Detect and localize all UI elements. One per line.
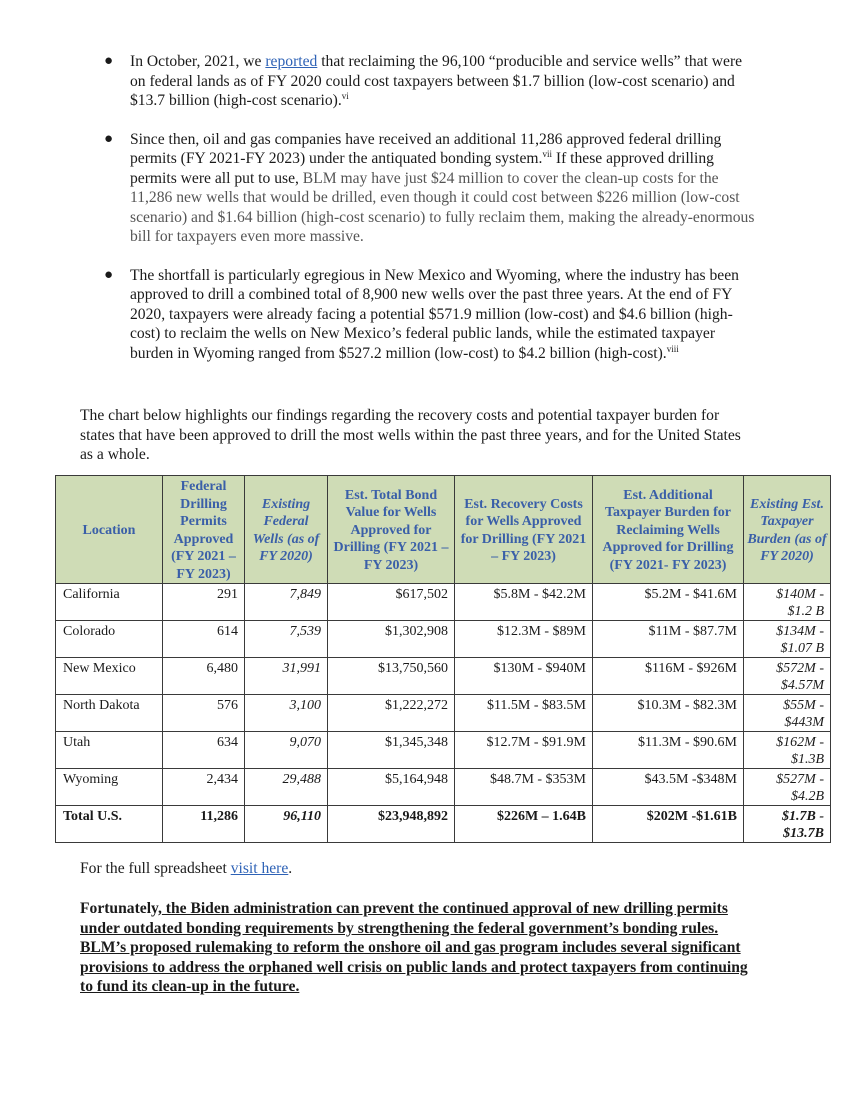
cell-bond-value: $1,302,908	[328, 621, 455, 658]
cell-bond-value: $617,502	[328, 584, 455, 621]
cell-location: California	[56, 584, 163, 621]
cell-additional-burden: $11M - $87.7M	[593, 621, 744, 658]
cell-additional-burden: $11.3M - $90.6M	[593, 732, 744, 769]
cell-permits: 6,480	[163, 658, 245, 695]
cell-existing-wells: 7,849	[245, 584, 328, 621]
cell-bond-value: $5,164,948	[328, 769, 455, 806]
cell-existing-wells: 29,488	[245, 769, 328, 806]
cell-recovery-costs: $130M - $940M	[455, 658, 593, 695]
cell-recovery-costs: $11.5M - $83.5M	[455, 695, 593, 732]
finding-text: The shortfall is particularly egregious in New Mexico and Wyoming, where the industry has been approved to drill a combined total of 8,900 new wells over the past three years. At the end of FY 2020, taxpayers were already facing a potential $571.9 million (low-cost) and $4.6 billion (high-cost) to reclaim the wells on New Mexico’s federal public lands, while the estimated taxpayer burden in Wyoming ranged from $527.2 million (low-cost) to $4.2 billion (high-cost).	[130, 266, 739, 362]
cell-location: North Dakota	[56, 695, 163, 732]
header-recovery-costs: Est. Recovery Costs for Wells Approved for Drilling (FY 2021 – FY 2023)	[455, 476, 593, 584]
spreadsheet-text: For the full spreadsheet	[80, 860, 231, 877]
cell-existing-wells: 3,100	[245, 695, 328, 732]
state-cost-table	[55, 475, 831, 843]
cell-bond-value: $1,222,272	[328, 695, 455, 732]
closing-underlined-text: the Biden administration can prevent the continued approval of new drilling permits under outdated bonding requirements by strengthening the federal government’s bonding rules. BLM’s proposed rulemaking to reform the onshore oil and gas program includes several significant provisions to address the orphaned well crisis on public lands and protect taxpayers from continuing to fund its clean-up in the future.	[80, 900, 748, 996]
chart-intro: The chart below highlights our findings regarding the recovery costs and potential taxpayer burden for states that have been approved to drill the most wells within the past three years, and for the United States as a whole.	[80, 407, 741, 463]
closing-lead: Fortunately,	[80, 900, 162, 917]
bullet-dot: ●	[104, 130, 114, 147]
cell-recovery-costs: $226M – 1.64B	[455, 806, 593, 843]
table-row	[56, 658, 831, 695]
header-permits: Federal Drilling Permits Approved (FY 2021 – FY 2023)	[163, 476, 245, 584]
cell-location: New Mexico	[56, 658, 163, 695]
table-header-row	[56, 476, 831, 584]
header-location: Location	[56, 476, 163, 584]
finding-text: If these approved drilling permits were all put to use,	[130, 150, 714, 187]
findings-list	[0, 52, 850, 382]
cell-existing-burden: $527M - $4.2B	[744, 769, 831, 806]
cell-permits: 634	[163, 732, 245, 769]
cell-permits: 614	[163, 621, 245, 658]
header-existing-burden: Existing Est. Taxpayer Burden (as of FY 2020)	[744, 476, 831, 584]
cell-recovery-costs: $12.7M - $91.9M	[455, 732, 593, 769]
reported-link[interactable]: reported	[265, 53, 318, 70]
spreadsheet-period: .	[288, 860, 293, 877]
header-bond-value: Est. Total Bond Value for Wells Approved for Drilling (FY 2021 – FY 2023)	[328, 476, 455, 584]
header-existing-wells: Existing Federal Wells (as of FY 2020)	[245, 476, 328, 584]
cell-additional-burden: $5.2M - $41.6M	[593, 584, 744, 621]
cell-location: Wyoming	[56, 769, 163, 806]
finding-text: Since then, oil and gas companies have received an additional 11,286 approved federal drilling permits (FY 2021-FY 2023) under the antiquated bonding system.	[130, 130, 722, 167]
cell-existing-burden: $1.7B - $13.7B	[744, 806, 831, 843]
cell-existing-burden: $572M - $4.57M	[744, 658, 831, 695]
cell-permits: 291	[163, 584, 245, 621]
table-row	[56, 584, 831, 621]
footnote-ref: viii	[666, 343, 679, 354]
cell-permits: 576	[163, 695, 245, 732]
finding-text: that reclaiming the 96,100 “producible and service wells” that were on federal lands as of FY 2020 could cost taxpayers between $1.7 billion (low-cost scenario) and $13.7 billion (high-cost scenario).	[130, 53, 743, 109]
footnote-ref: vii	[542, 148, 552, 159]
cell-recovery-costs: $48.7M - $353M	[455, 769, 593, 806]
cell-additional-burden: $116M - $926M	[593, 658, 744, 695]
finding-item-new-permits	[0, 130, 760, 247]
cell-bond-value: $23,948,892	[328, 806, 455, 843]
table-row	[56, 695, 831, 732]
cell-recovery-costs: $12.3M - $89M	[455, 621, 593, 658]
cell-additional-burden: $10.3M - $82.3M	[593, 695, 744, 732]
cell-additional-burden: $202M -$1.61B	[593, 806, 744, 843]
cell-location: Colorado	[56, 621, 163, 658]
bullet-dot: ●	[104, 53, 114, 69]
cell-location: Total U.S.	[56, 806, 163, 843]
bullet-dot: ●	[104, 266, 114, 283]
cell-location: Utah	[56, 732, 163, 769]
spreadsheet-link[interactable]: visit here	[230, 860, 289, 877]
cell-existing-burden: $134M - $1.07 B	[744, 621, 831, 658]
finding-text: In October, 2021, we	[130, 53, 266, 70]
cell-bond-value: $13,750,560	[328, 658, 455, 695]
finding-item-shortfall	[0, 266, 760, 364]
cell-existing-wells: 7,539	[245, 621, 328, 658]
finding-text-gray: BLM may have just $24 million to cover the clean-up costs for the 11,286 new wells that would be drilled, even though it could cost between $226 million (low-cost scenario) and $1.64 billion (high-cost scenario) to fully reclaim them, making the already-enormous bill for taxpayers even more massive.	[130, 169, 755, 245]
table-row	[56, 621, 831, 658]
cell-existing-wells: 31,991	[245, 658, 328, 695]
finding-item-reclaim-cost	[0, 52, 760, 111]
cell-existing-burden: $162M - $1.3B	[744, 732, 831, 769]
cell-bond-value: $1,345,348	[328, 732, 455, 769]
cell-recovery-costs: $5.8M - $42.2M	[455, 584, 593, 621]
cell-existing-burden: $140M - $1.2 B	[744, 584, 831, 621]
cell-permits: 2,434	[163, 769, 245, 806]
cell-existing-burden: $55M - $443M	[744, 695, 831, 732]
footnote-ref: vi	[341, 90, 349, 101]
table-row	[56, 769, 831, 806]
cell-existing-wells: 9,070	[245, 732, 328, 769]
closing-statement	[80, 899, 760, 997]
cell-permits: 11,286	[163, 806, 245, 843]
table-row	[56, 732, 831, 769]
cell-existing-wells: 96,110	[245, 806, 328, 843]
header-additional-burden: Est. Additional Taxpayer Burden for Reclaiming Wells Approved for Drilling (FY 2021- FY 2023)	[593, 476, 744, 584]
spreadsheet-note	[80, 860, 292, 878]
table-total-row	[56, 806, 831, 843]
cell-additional-burden: $43.5M -$348M	[593, 769, 744, 806]
